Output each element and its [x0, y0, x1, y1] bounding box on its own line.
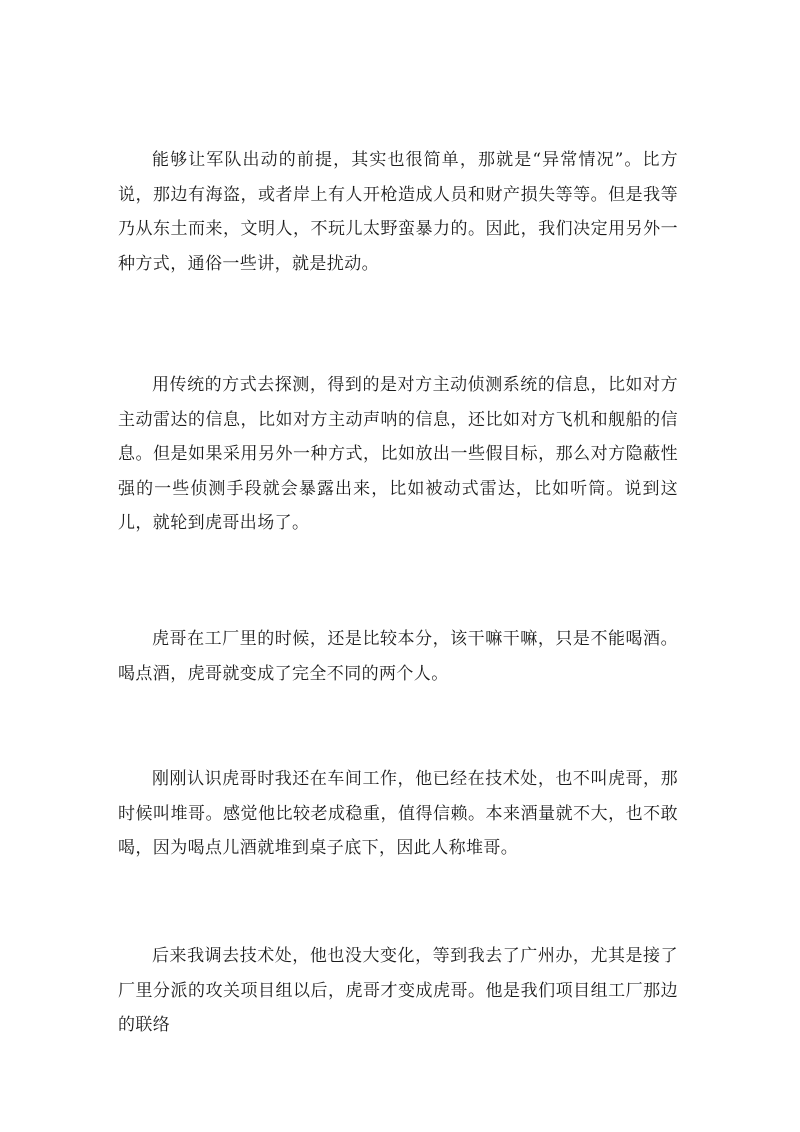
paragraph-2: 用传统的方式去探测，得到的是对方主动侦测系统的信息，比如对方主动雷达的信息，比如对方主动声呐的信息，还比如对方飞机和舰船的信息。但是如果采用另外一种方式，比如放出一些假目标，那么对方隐蔽性强的一些侦测手段就会暴露出来，比如被动式雷达，比如听筒。说到这儿，就轮到虎哥出场了。 — [118, 375, 678, 533]
paragraph-5: 后来我调去技术处，他也没大变化，等到我去了广州办，尤其是接了厂里分派的攻关项目组以后，虎哥才变成虎哥。他是我们项目组工厂那边的联络 — [118, 946, 678, 1035]
paragraph-1: 能够让军队出动的前提，其实也很简单，那就是“异常情况”。比方说，那边有海盗，或者岸上有人开枪造成人员和财产损失等等。但是我等乃从东土而来，文明人，不玩儿太野蛮暴力的。因此，我们决定用另外一种方式，通俗一些讲，就是扰动。 — [118, 150, 678, 274]
paragraph-4: 刚刚认识虎哥时我还在车间工作，他已经在技术处，也不叫虎哥，那时候叫堆哥。感觉他比较老成稳重，值得信赖。本来酒量就不大，也不敢喝，因为喝点儿酒就堆到桌子底下，因此人称堆哥。 — [118, 769, 678, 858]
paragraph-3: 虎哥在工厂里的时候，还是比较本分，该干嘛干嘛，只是不能喝酒。喝点酒，虎哥就变成了完全不同的两个人。 — [118, 629, 678, 684]
